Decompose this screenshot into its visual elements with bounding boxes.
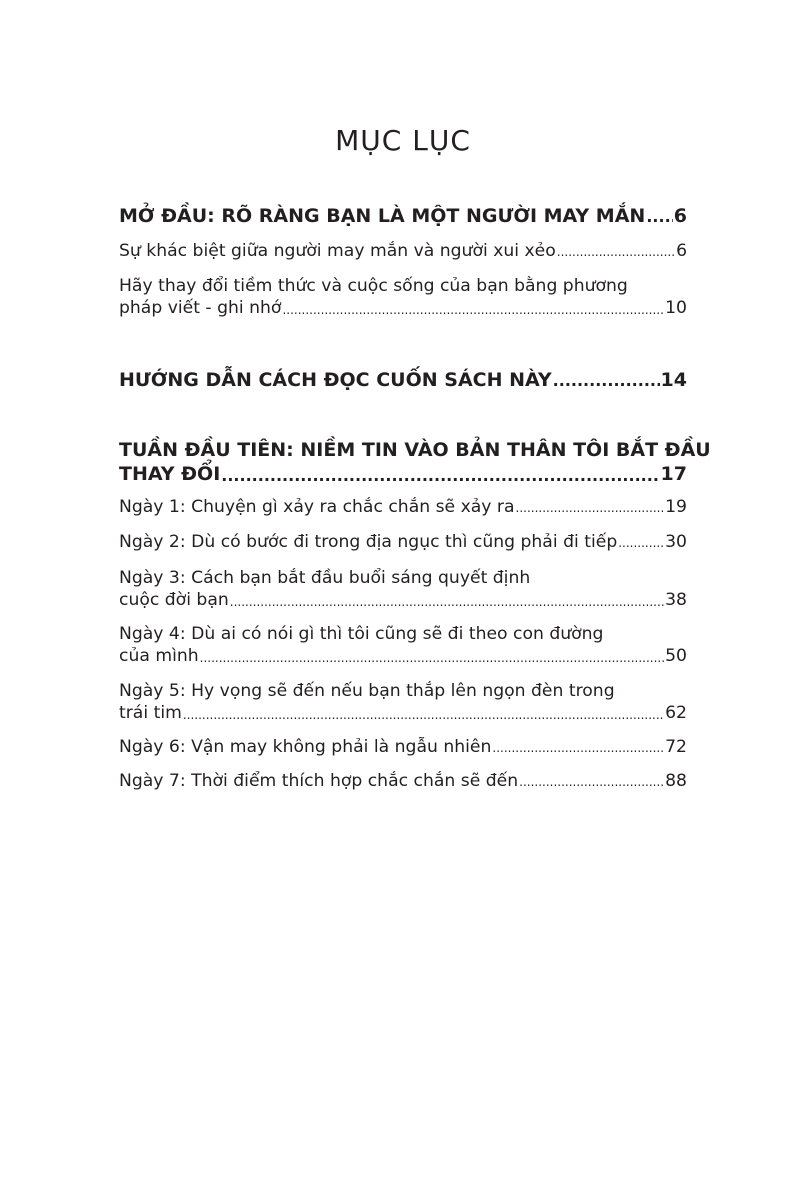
toc-heading-intro[interactable] — [119, 205, 687, 227]
toc-entry-day2[interactable] — [119, 532, 687, 552]
toc-entry-text: Ngày 1: Chuyện gì xảy ra chắc chắn sẽ xảy ra — [119, 497, 515, 517]
toc-page-number: 72 — [665, 737, 687, 757]
toc-leader-dots — [618, 537, 664, 552]
toc-leader-dots — [516, 502, 665, 517]
toc-entry-text: Ngày 7: Thời điểm thích hợp chắc chắn sẽ đến — [119, 771, 519, 791]
toc-entry-text-line2: của mình — [119, 646, 199, 666]
toc-leader-dots — [221, 468, 659, 486]
toc-entry-day7[interactable] — [119, 771, 687, 791]
toc-leader-dots — [183, 709, 664, 724]
toc-leader-dots — [553, 373, 660, 391]
toc-page-number: 6 — [676, 241, 687, 261]
toc-entry-text-line1: Ngày 5: Hy vọng sẽ đến nếu bạn thắp lên ngọn đèn trong — [119, 681, 615, 701]
toc-leader-dots — [200, 652, 664, 667]
toc-leader-dots — [230, 596, 664, 611]
toc-leader-dots — [519, 776, 664, 791]
toc-heading-week1[interactable] — [119, 438, 711, 486]
toc-entry[interactable] — [119, 241, 687, 261]
toc-entry-text-line2: cuộc đời bạn — [119, 590, 229, 610]
toc-entry-day4[interactable] — [119, 623, 687, 667]
toc-leader-dots — [492, 742, 664, 757]
toc-page-number: 88 — [665, 771, 687, 791]
toc-page-number: 17 — [660, 463, 687, 485]
toc-entry-text-line1: Ngày 4: Dù ai có nói gì thì tôi cũng sẽ đi theo con đường — [119, 624, 604, 644]
toc-page-number: 38 — [665, 590, 687, 610]
toc-leader-dots — [557, 246, 675, 261]
toc-entry-text-line2: trái tim — [119, 703, 182, 723]
toc-entry-text-line1: Ngày 3: Cách bạn bắt đầu buổi sáng quyết định — [119, 568, 531, 588]
toc-page-number: 10 — [665, 298, 687, 318]
toc-entry[interactable] — [119, 275, 687, 319]
toc-heading-howto[interactable] — [119, 369, 687, 391]
toc-entry-day6[interactable] — [119, 737, 687, 757]
toc-heading-text: MỞ ĐẦU: RÕ RÀNG BẠN LÀ MỘT NGƯỜI MAY MẮN — [119, 205, 646, 227]
toc-leader-dots — [646, 209, 672, 227]
toc-title: MỤC LỤC — [335, 124, 471, 157]
toc-entry-day3[interactable] — [119, 567, 687, 611]
toc-leader-dots — [282, 304, 664, 319]
toc-entry-text-line2: pháp viết - ghi nhớ — [119, 298, 282, 318]
toc-entry-text-line1: Hãy thay đổi tiềm thức và cuộc sống của bạn bằng phương — [119, 276, 628, 296]
toc-entry-text: Ngày 6: Vận may không phải là ngẫu nhiên — [119, 737, 492, 757]
toc-page-number: 14 — [660, 369, 687, 391]
toc-page-number: 62 — [665, 703, 687, 723]
toc-heading-text-line1: TUẦN ĐẦU TIÊN: NIỀM TIN VÀO BẢN THÂN TÔI BẮT ĐẦU — [119, 439, 711, 461]
toc-page-number: 19 — [665, 497, 687, 517]
toc-heading-text: HƯỚNG DẪN CÁCH ĐỌC CUỐN SÁCH NÀY — [119, 369, 552, 391]
toc-page-number: 30 — [665, 532, 687, 552]
toc-heading-text-line2: THAY ĐỔI — [119, 463, 221, 485]
toc-entry-day1[interactable] — [119, 497, 687, 517]
toc-page-number: 6 — [673, 205, 687, 227]
toc-entry-text: Ngày 2: Dù có bước đi trong địa ngục thì cũng phải đi tiếp — [119, 532, 618, 552]
toc-entry-day5[interactable] — [119, 680, 687, 724]
toc-entry-text: Sự khác biệt giữa người may mắn và người xui xẻo — [119, 241, 556, 261]
toc-page-number: 50 — [665, 646, 687, 666]
